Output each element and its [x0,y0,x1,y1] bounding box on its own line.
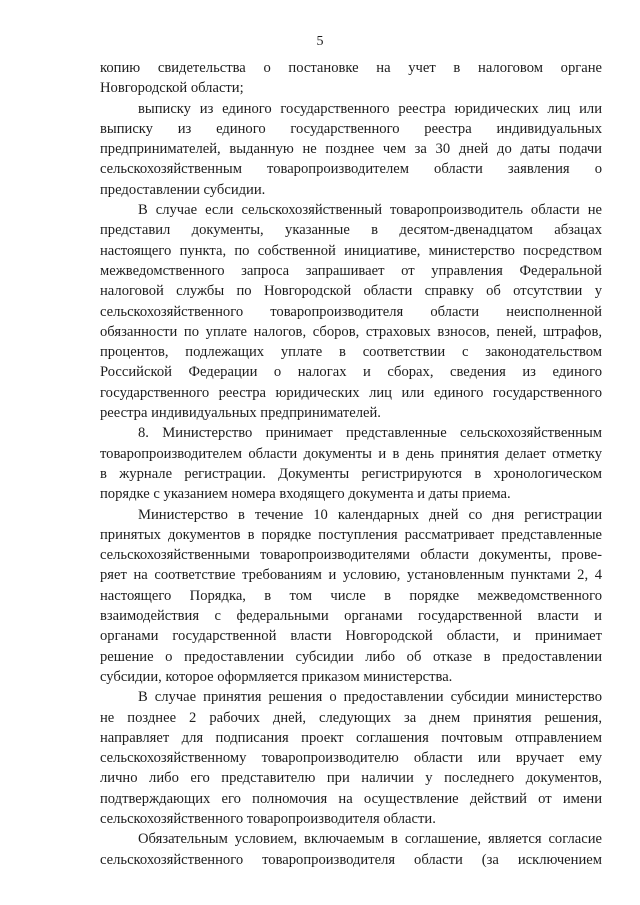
text-line: предпринимателей, выданную не позднее чем за 30 дней до даты подачи [100,141,602,158]
text-line: выписку из единого государственного реестра индивидуальных [100,120,602,137]
text-line: процентов, подлежащих уплате в соответствии с законодательством [100,344,602,361]
text-line: сельскохозяйственными товаропроизводителями области документы, прове- [100,547,602,564]
text-line: 8. Министерство принимает представленные сельскохозяйственным [138,425,602,442]
text-line: лично либо его представителю при наличии у последнего документов, [100,770,602,787]
text-line: реестра индивидуальных предпринимателей. [100,405,381,422]
text-line: копию свидетельства о постановке на учет в налоговом органе [100,60,602,76]
text-line: органами государственной власти Новгородской области, и принимает [100,628,602,645]
text-line: не позднее 2 рабочих дней, следующих за днем принятия решения, [100,709,602,726]
text-line: сельскохозяйственному товаропроизводителю области или вручает ему [100,750,602,767]
text-line: представил документы, указанные в десятом-двенадцатом абзацах [100,222,602,239]
document-body [100,58,602,870]
text-line: решение о предоставлении субсидии либо об отказе в предоставлении [100,648,602,665]
text-line: Российской Федерации о налогах и сборах, сведения из единого [100,364,602,381]
text-line: Новгородской области; [100,80,244,97]
text-line: ряет на соответствие требованиям и условию, установленным пунктами 2, 4 [100,567,602,584]
text-line: настоящего пункта, по собственной инициативе, министерство посредством [100,242,602,259]
text-line: направляет для подписания проект соглашения почтовым отправлением [100,729,602,746]
text-line: предоставлении субсидии. [100,181,266,198]
text-line: обязанности по уплате налогов, сборов, страховых взносов, пеней, штрафов, [100,323,602,340]
text-line: сельскохозяйственного товаропроизводителя области (за исключением [100,851,602,868]
text-line: межведомственного запроса запрашивает от управления Федеральной [100,262,602,279]
text-line: В случае если сельскохозяйственный товаропроизводитель области не [138,202,602,219]
text-line: принятых документов в порядке поступления рассматривает представленные [100,526,602,543]
page-number: 5 [316,34,324,49]
text-line: налоговой службы по Новгородской области справку об отсутствии у [100,283,602,300]
text-line: сельскохозяйственного товаропроизводителя области неисполненной [100,303,602,320]
text-line: субсидии, которое оформляется приказом министерства. [100,668,453,685]
text-line: выписку из единого государственного реестра юридических лиц или [138,100,602,117]
text-line: Обязательным условием, включаемым в соглашение, является согласие [138,831,602,848]
text-line: взаимодействия с федеральными органами государственной власти и [100,608,602,625]
text-line: в журнале регистрации. Документы регистрируются в хронологическом [100,465,602,482]
text-line: государственного реестра юридических лиц или единого государственного [100,384,602,401]
text-line: сельскохозяйственного товаропроизводителя области. [100,810,436,827]
text-line: сельскохозяйственным товаропроизводителем области заявления о [100,161,602,178]
text-line: настоящего Порядка, в том числе в порядке межведомственного [100,587,602,604]
text-line: подтверждающих его полномочия на осуществление действий от имени [100,790,602,807]
text-line: товаропроизводителем области документы и в день принятия делает отметку [100,445,602,462]
text-line: В случае принятия решения о предоставлении субсидии министерство [138,689,602,706]
text-line: порядке с указанием номера входящего документа и даты приема. [100,486,511,503]
text-line: Министерство в течение 10 календарных дней со дня регистрации [138,506,602,523]
